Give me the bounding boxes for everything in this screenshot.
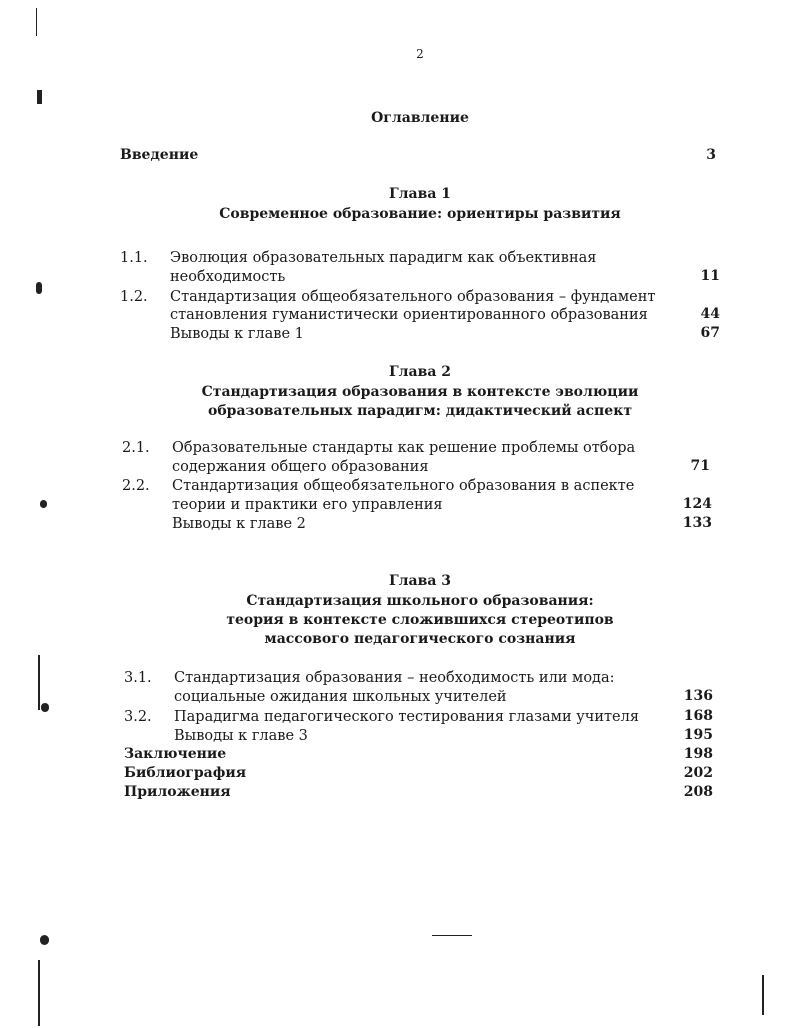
chapter-1-title: Глава 1	[388, 186, 452, 202]
scan-artifact	[38, 960, 40, 1026]
chapter-3-subtitle: теория в контексте сложившихся стереотипов	[226, 612, 614, 628]
backmatter-page: 198	[683, 746, 713, 762]
section-title-line: Образовательные стандарты как решение проблемы отбора	[172, 440, 636, 456]
section-title-line: теории и практики его управления	[172, 497, 443, 513]
section-page: 71	[690, 458, 710, 474]
scan-artifact	[40, 935, 49, 945]
scan-artifact	[38, 655, 40, 710]
scan-artifact	[40, 500, 47, 508]
scan-artifact	[41, 703, 49, 712]
section-number: 3.1.	[124, 670, 152, 686]
section-page: 44	[700, 306, 720, 322]
section-title-line: содержания общего образования	[172, 459, 429, 475]
chapter-2-subtitle: образовательных парадигм: дидактический аспект	[208, 403, 632, 419]
section-title-line: Стандартизация общеобязательного образования – фундамент	[170, 289, 656, 305]
scan-artifact	[37, 90, 42, 104]
chapter-conclusions: Выводы к главе 1	[170, 326, 304, 342]
section-page: 168	[683, 708, 713, 724]
chapter-conclusions: Выводы к главе 2	[172, 516, 306, 532]
scan-artifact	[432, 935, 472, 936]
intro-page: 3	[706, 147, 716, 163]
section-page: 195	[683, 727, 713, 743]
page-number: 2	[416, 47, 424, 61]
section-page: 133	[682, 515, 712, 531]
backmatter-appendices: Приложения	[124, 784, 231, 800]
section-title-line: становления гуманистически ориентированного образования	[170, 307, 648, 323]
chapter-2-subtitle: Стандартизация образования в контексте эволюции	[201, 384, 639, 400]
section-title-line: Парадигма педагогического тестирования глазами учителя	[174, 709, 639, 725]
scan-artifact	[36, 282, 42, 294]
section-title-line: Стандартизация общеобязательного образования в аспекте	[172, 478, 635, 494]
chapter-2-title: Глава 2	[388, 364, 452, 380]
toc-title: Оглавление	[371, 110, 469, 126]
section-number: 1.1.	[120, 250, 148, 266]
section-number: 2.1.	[122, 440, 150, 456]
scan-artifact	[36, 8, 37, 36]
section-title-line: необходимость	[170, 269, 286, 285]
section-title-line: Эволюция образовательных парадигм как объективная	[170, 250, 597, 266]
intro-label: Введение	[120, 147, 199, 163]
section-page: 136	[683, 688, 713, 704]
section-page: 67	[700, 325, 720, 341]
backmatter-page: 208	[683, 784, 713, 800]
backmatter-conclusion: Заключение	[124, 746, 227, 762]
section-title-line: Стандартизация образования – необходимость или мода:	[174, 670, 615, 686]
chapter-3-subtitle: массового педагогического сознания	[264, 631, 576, 647]
section-title-line: социальные ожидания школьных учителей	[174, 689, 507, 705]
section-number: 3.2.	[124, 709, 152, 725]
chapter-3-subtitle: Стандартизация школьного образования:	[246, 593, 594, 609]
backmatter-page: 202	[683, 765, 713, 781]
section-number: 1.2.	[120, 289, 148, 305]
section-number: 2.2.	[122, 478, 150, 494]
section-page: 11	[700, 268, 720, 284]
chapter-3-title: Глава 3	[388, 573, 452, 589]
chapter-1-subtitle: Современное образование: ориентиры развития	[219, 206, 621, 222]
scan-artifact	[762, 975, 764, 1015]
chapter-conclusions: Выводы к главе 3	[174, 728, 308, 744]
backmatter-bibliography: Библиография	[124, 765, 247, 781]
section-page: 124	[682, 496, 712, 512]
